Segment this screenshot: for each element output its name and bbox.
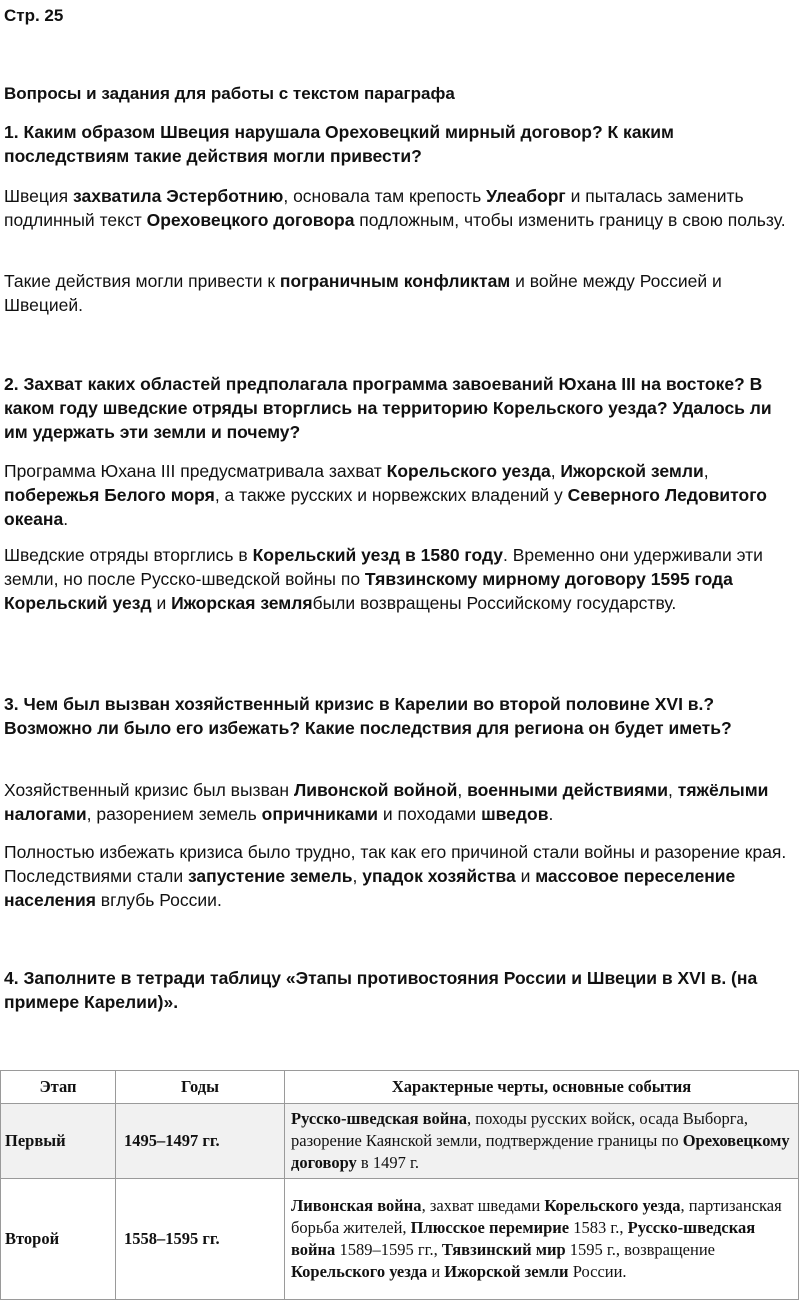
text-run: России. <box>568 1262 627 1281</box>
bold-text-run: Плюсское перемирие <box>410 1218 570 1237</box>
text-run: были возвращены Российскому государству. <box>312 593 677 613</box>
bold-text-run: Русско-шведская война <box>291 1109 467 1128</box>
text-run: подложным, чтобы изменить границу в свою пользу. <box>354 210 786 230</box>
bold-text-run: шведов <box>481 804 549 824</box>
bold-text-run: тяжёлыми налогами <box>4 780 769 824</box>
bold-text-run: упадок хозяйства <box>362 866 516 886</box>
question-2: 2. Захват каких областей предполагала программа завоеваний Юхана III на востоке? В каком году шведские отряды вторглись на территорию Корельского уезда? Удалось ли им удержать эти земли и почему? <box>4 374 772 442</box>
text-run: , <box>457 780 468 800</box>
text-run: и пыталась заменить подлинный текст <box>4 186 744 230</box>
page-number: Стр. 25 <box>4 6 64 25</box>
header-stage: Этап <box>1 1071 116 1104</box>
cell-years: 1495–1497 гг. <box>116 1104 285 1179</box>
text-run: , основала там крепость <box>283 186 487 206</box>
text-run: . <box>63 509 69 529</box>
text-run: . <box>548 804 554 824</box>
cell-stage: Второй <box>1 1179 116 1300</box>
text-run: , разорением земель <box>86 804 262 824</box>
text-run: и <box>515 866 536 886</box>
question-3: 3. Чем был вызван хозяйственный кризис в Карелии во второй половине XVI в.? Возможно ли было его избежать? Какие последствия для региона он будет иметь? <box>4 694 732 738</box>
table-row <box>1 1179 799 1300</box>
answer-3-paragraph-2 <box>4 840 794 912</box>
bold-text-run: Тявзинскому мирному договору 1595 года Корельский уезд <box>4 569 733 613</box>
text-run: , а также русских и норвежских владений у <box>214 485 568 505</box>
bold-text-run: запустение земель <box>187 866 353 886</box>
text-run: , партизанская борьба жителей, <box>291 1196 782 1237</box>
table-row <box>1 1104 799 1179</box>
text-run: Хозяйственный кризис был вызван <box>4 780 294 800</box>
header-events: Характерные черты, основные события <box>285 1071 799 1104</box>
text-run: 1589–1595 гг., <box>335 1240 442 1259</box>
bold-text-run: военными действиями <box>467 780 669 800</box>
bold-text-run: Ореховецкому договору <box>291 1131 790 1172</box>
text-run: , <box>668 780 678 800</box>
text-run: , <box>550 461 561 481</box>
bold-text-run: Северного Ледовитого океана <box>4 485 767 529</box>
text-run: и войне между Россией и Швецией. <box>4 271 722 315</box>
text-run: и <box>427 1262 445 1281</box>
cell-years: 1558–1595 гг. <box>116 1179 285 1300</box>
text-run: , <box>703 461 709 481</box>
text-run: , <box>352 866 363 886</box>
text-run: . Временно они удерживали эти земли, но после Русско-шведской войны по <box>4 545 763 589</box>
text-run: Швеция <box>4 186 74 206</box>
bold-text-run: захватила Эстерботнию <box>73 186 284 206</box>
question-1: 1. Каким образом Швеция нарушала Ореховецкий мирный договор? К каким последствиям такие действия могли привести? <box>4 122 675 166</box>
text-run: Полностью избежать кризиса было трудно, так как его причиной стали войны и разорение края. Последствиями стали <box>4 842 787 886</box>
text-run: 1595 г., возвращение <box>565 1240 715 1259</box>
bold-text-run: побережья Белого моря <box>4 485 215 505</box>
text-run: 1583 г., <box>569 1218 628 1237</box>
bold-text-run: опричниками <box>261 804 379 824</box>
bold-text-run: Русско-шведская война <box>291 1218 756 1259</box>
stages-table-wrapper <box>0 1070 800 1300</box>
cell-events <box>285 1104 799 1179</box>
bold-text-run: Ижорской земли <box>444 1262 569 1281</box>
text-run: и <box>151 593 172 613</box>
text-run: вглубь России. <box>95 890 222 910</box>
bold-text-run: Улеаборг <box>486 186 566 206</box>
answer-2-paragraph-2 <box>4 543 794 615</box>
answer-1-paragraph-2 <box>4 269 794 317</box>
bold-text-run: Корельского уезда <box>291 1262 428 1281</box>
answer-1-paragraph-1 <box>4 184 794 232</box>
text-run: и походами <box>378 804 482 824</box>
bold-text-run: Ливонская война <box>291 1196 422 1215</box>
text-run: , походы русских войск, осада Выборга, разорение Каянской земли, подтверждение границы по <box>291 1109 748 1150</box>
bold-text-run: Корельского уезда <box>544 1196 681 1215</box>
text-run: Такие действия могли привести к <box>4 271 280 291</box>
bold-text-run: Ижорской земли <box>560 461 704 481</box>
header-years: Годы <box>116 1071 285 1104</box>
bold-text-run: Тявзинский мир <box>441 1240 566 1259</box>
section-heading: Вопросы и задания для работы с текстом параграфа <box>4 84 455 103</box>
cell-stage: Первый <box>1 1104 116 1179</box>
stages-table <box>0 1070 799 1300</box>
text-run: Шведские отряды вторглись в <box>4 545 253 565</box>
text-run: Программа Юхана III предусматривала захват <box>4 461 387 481</box>
bold-text-run: массовое переселение населения <box>4 866 736 910</box>
answer-2-paragraph-1 <box>4 459 794 531</box>
text-run: в 1497 г. <box>356 1153 419 1172</box>
bold-text-run: Корельского уезда <box>386 461 551 481</box>
bold-text-run: пограничным конфликтам <box>279 271 511 291</box>
table-header-row <box>1 1071 799 1104</box>
bold-text-run: Корельский уезд в 1580 году <box>252 545 504 565</box>
cell-events <box>285 1179 799 1300</box>
bold-text-run: Ижорская земля <box>171 593 313 613</box>
question-4: 4. Заполните в тетради таблицу «Этапы противостояния России и Швеции в XVI в. (на примере Карелии)». <box>4 968 758 1012</box>
text-run: , захват шведами <box>421 1196 545 1215</box>
bold-text-run: Ореховецкого договора <box>146 210 355 230</box>
bold-text-run: Ливонской войной <box>293 780 458 800</box>
answer-3-paragraph-1 <box>4 778 794 826</box>
